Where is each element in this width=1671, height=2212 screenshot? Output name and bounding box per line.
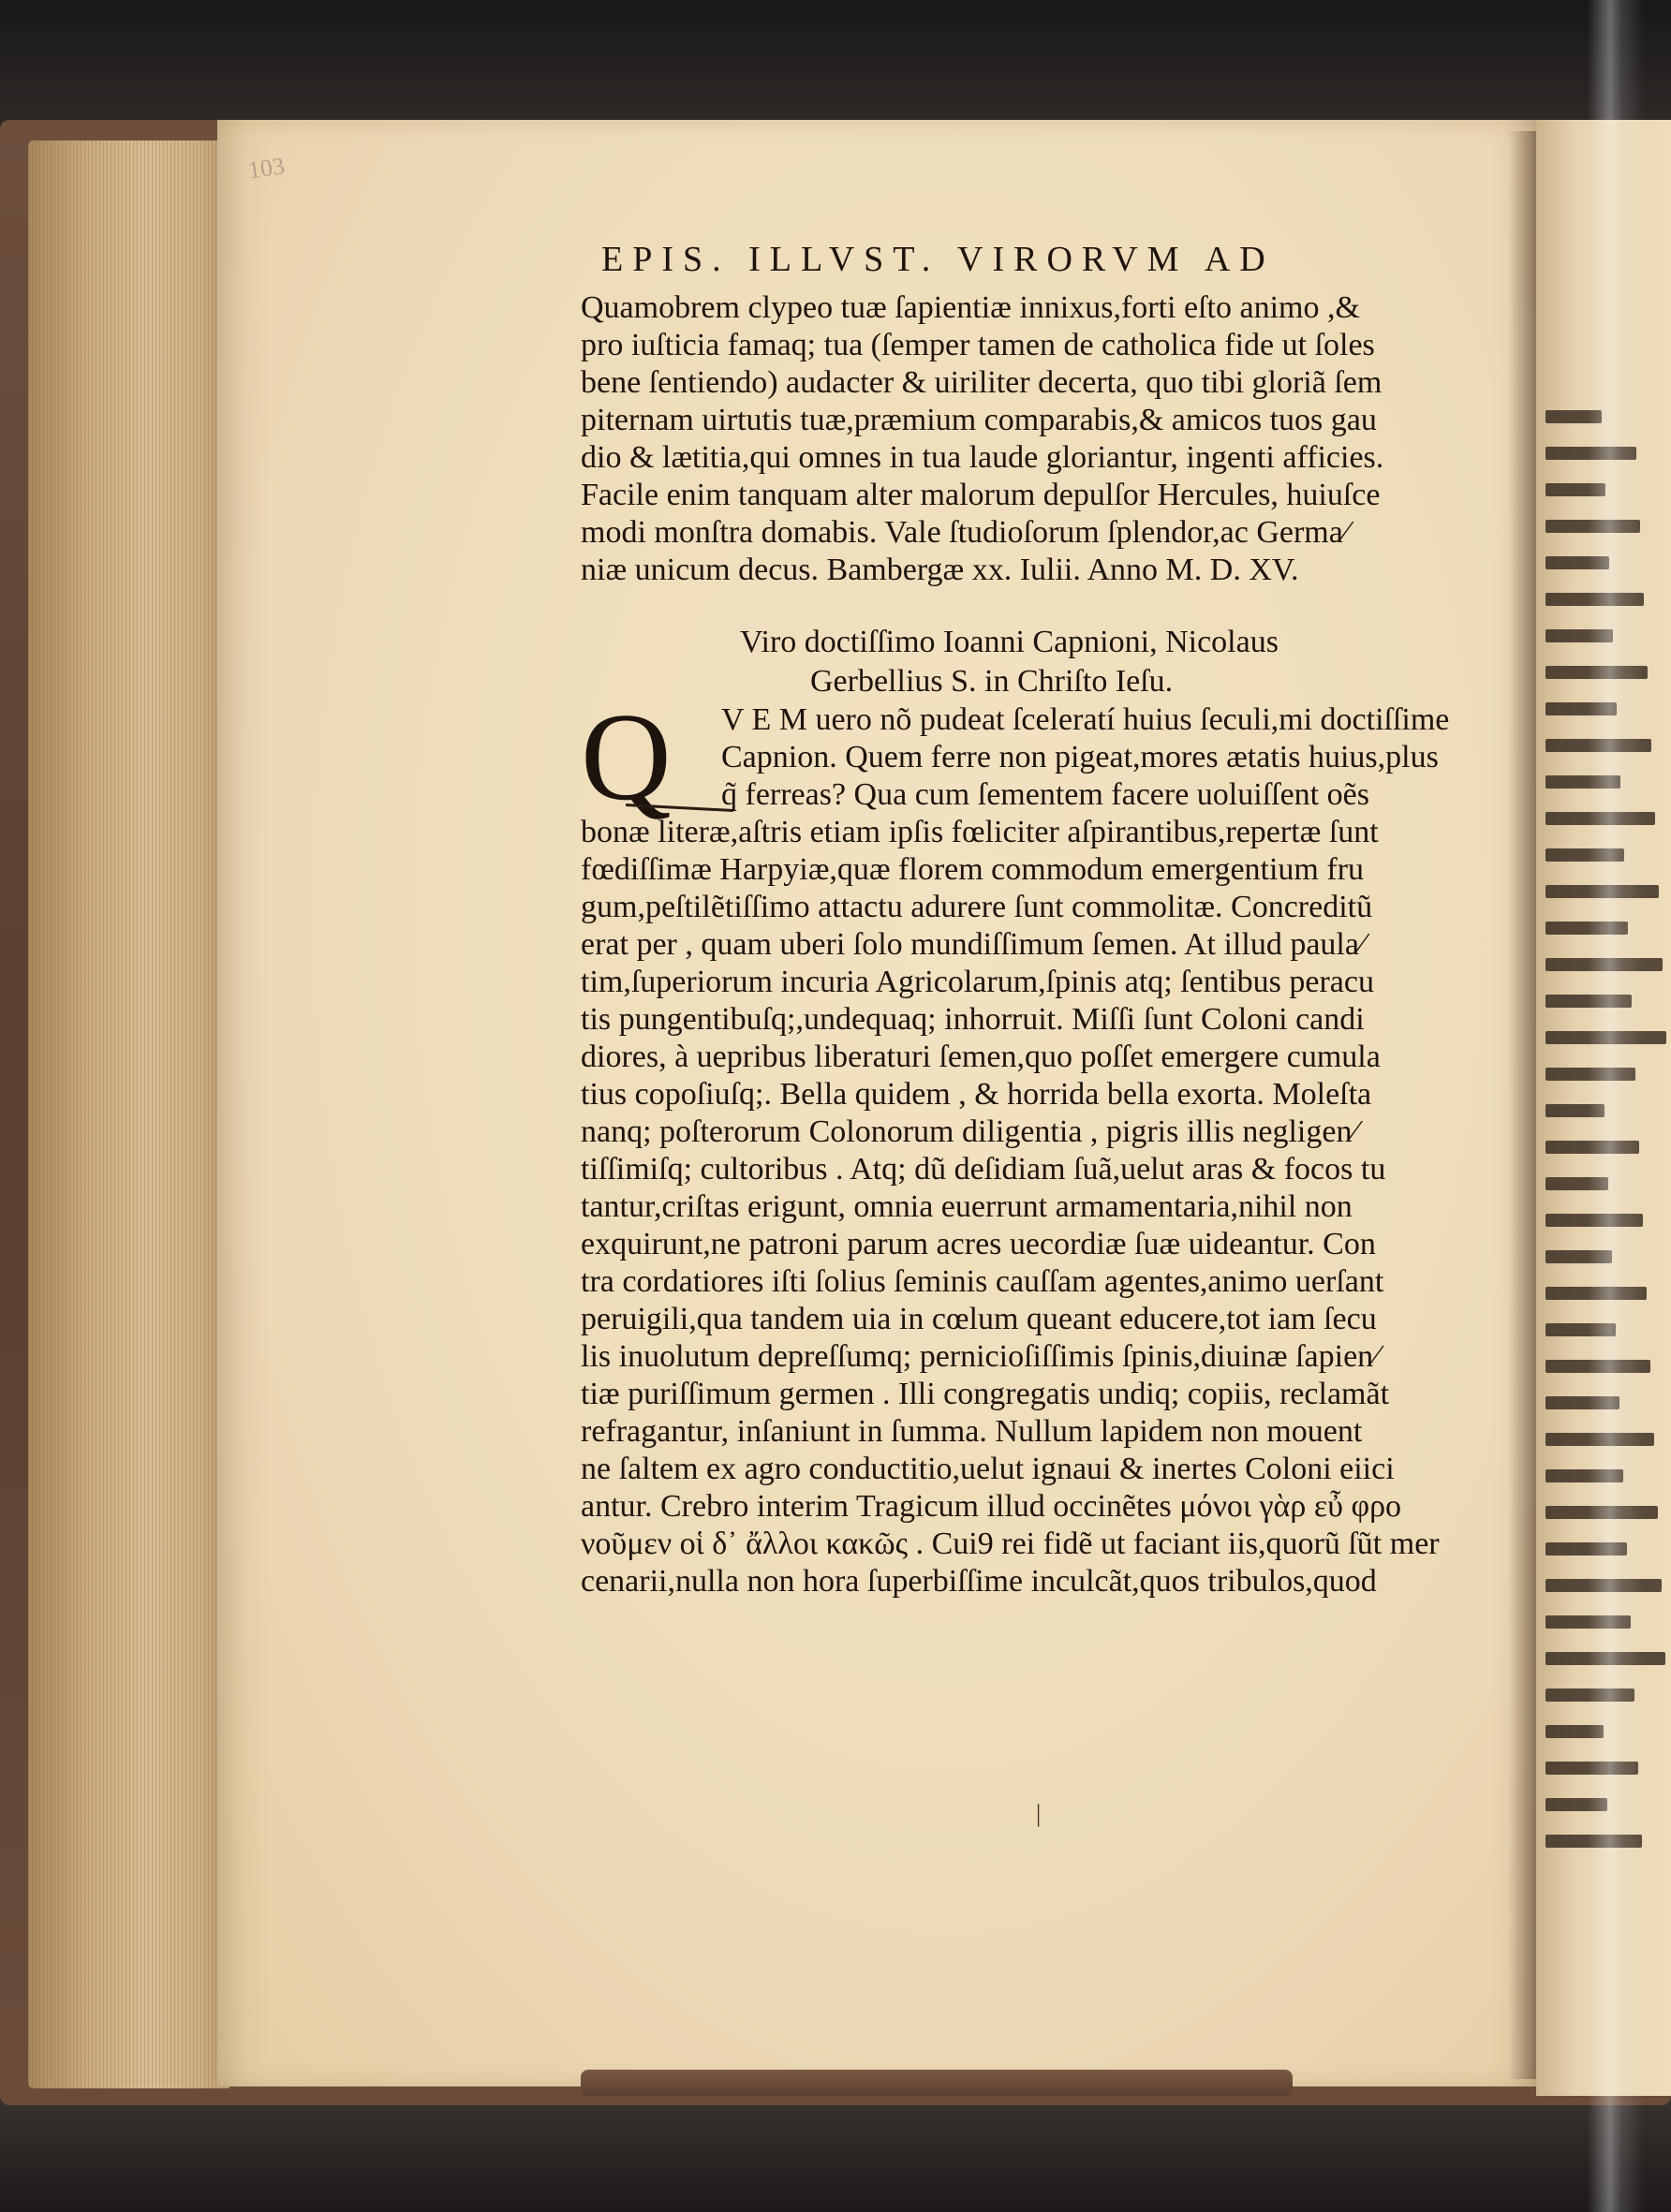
text-line: peruigili,qua tandem uia in cœlum queant educere,tot iam ſecu: [581, 1302, 1377, 1336]
drop-cap-paragraph: [581, 687, 1452, 826]
text-line: tius copoſiuſq;. Bella quidem , & horrida bella exorta. Moleſta: [581, 1077, 1372, 1112]
letter-heading-line-1: Viro doctiſſimo Ioanni Capnioni, Nicolaus: [740, 625, 1279, 659]
letter-closing-paragraph: [581, 289, 1452, 589]
text-line: Facile enim tanquam alter malorum depulſor Hercules, huiuſce: [581, 478, 1381, 512]
text-line: tiſſimiſq; cultoribus . Atq; dũ deſidiam ſuã,uelut aras & focos tu: [581, 1152, 1386, 1187]
text-line: Capnion. Quem ferre non pigeat,mores ætatis huius,plus: [721, 740, 1439, 774]
indented-lines: [581, 687, 1452, 826]
text-line: nanq; poſterorum Colonorum diligentia , pigris illis negligen⁄: [581, 1114, 1358, 1149]
dark-backdrop-top: [0, 0, 1671, 131]
text-line: tantur,criſtas erigunt, omnia euerrunt armamentaria,nihil non: [581, 1189, 1353, 1224]
drop-cap-initial: Q: [581, 687, 672, 826]
text-line: bene ſentiendo) audacter & uiriliter decerta, quo tibi gloriã ſem: [581, 365, 1383, 400]
text-line: tiæ puriſſimum germen . Illi congregatis undiq; copiis, reclamãt: [581, 1377, 1390, 1411]
page-edges-left: [28, 140, 229, 2088]
text-line: piternam uirtutis tuæ,præmium comparabis,& amicos tuos gau: [581, 403, 1377, 437]
letter-body-paragraph: [581, 814, 1452, 1600]
text-line: Quamobrem clypeo tuæ ſapientiæ innixus,forti eſto animo ,&: [581, 290, 1360, 325]
text-line: refragantur, inſaniunt in ſumma. Nullum lapidem non mouent: [581, 1414, 1363, 1449]
text-line: niæ unicum decus. Bambergæ xx. Iulii. Anno M. D. XV.: [581, 553, 1299, 587]
text-line: diores, à uepribus liberaturi ſemen,quo poſſet emergere cumula: [581, 1040, 1381, 1074]
text-line: pro iuſticia famaq; tua (ſemper tamen de catholica fide ut ſoles: [581, 328, 1375, 362]
pencil-folio-number: 103: [246, 152, 287, 184]
text-line: fœdiſſimæ Harpyiæ,quæ florem commodum emergentium fru: [581, 852, 1365, 887]
dark-backdrop-bottom: [0, 2088, 1671, 2212]
text-line: tis pungentibuſq;,undequaq; inhorruit. Miſſi ſunt Coloni candi: [581, 1002, 1365, 1037]
text-line: dio & lætitia,qui omnes in tua laude gloriantur, ingenti afficies.: [581, 440, 1384, 475]
letter-heading-line-2: Gerbellius S. in Chriſto Ieſu.: [810, 664, 1174, 699]
running-head: EPIS. ILLVST. VIRORVM AD: [601, 240, 1275, 279]
text-line: erat per , quam uberi ſolo mundiſſimum ſemen. At illud paula⁄: [581, 927, 1365, 962]
text-line: cenarii,nulla non hora ſuperbiſſime inculcãt,quos tribulos,quod: [581, 1564, 1377, 1599]
page-text-block: [581, 239, 1452, 1600]
text-line: exquirunt,ne patroni parum acres uecordiæ ſuæ uideantur. Con: [581, 1227, 1376, 1261]
text-line: q̃ ferreas? Qua cum ſementem facere uoluiſſent oẽs: [721, 777, 1369, 812]
text-line: V E M uero nõ pudeat ſceleratí huius ſeculi,mi doctiſſime: [721, 702, 1450, 737]
text-line: modi monſtra domabis. Vale ſtudioſorum ſplendor,ac Germa⁄: [581, 515, 1349, 550]
text-line: tim,ſuperiorum incuria Agricolarum,ſpinis atq; ſentibus peracu: [581, 965, 1374, 999]
glass-plate-reflection: [1588, 0, 1644, 2212]
text-line: tra cordatiores iſti ſolius ſeminis cauſſam agentes,animo uerſant: [581, 1264, 1384, 1299]
text-line: antur. Crebro interim Tragicum illud occinẽtes μόνοι γὰρ εὖ φρο: [581, 1489, 1402, 1524]
text-line: ne ſaltem ex agro conductitio,uelut ignaui & inertes Coloni eiici: [581, 1452, 1395, 1486]
text-line: gum,peſtilẽtiſſimo attactu adurere ſunt commolitæ. Concreditũ: [581, 890, 1373, 924]
stray-print-mark: |: [1036, 1800, 1042, 1827]
cover-bottom-lip: [581, 2070, 1293, 2096]
text-line: νοῦμεν οἱ δ᾽ ἄλλοι κακῶς . Cui9 rei fidẽ ut faciant iis,quorũ ſũt mer: [581, 1526, 1440, 1561]
text-line: lis inuolutum depreſſumq; pernicioſiſſimis ſpinis,diuinæ ſapien⁄: [581, 1339, 1379, 1374]
text-line: bonæ literæ,aſtris etiam ipſis fœliciter aſpirantibus,repertæ ſunt: [581, 815, 1379, 849]
